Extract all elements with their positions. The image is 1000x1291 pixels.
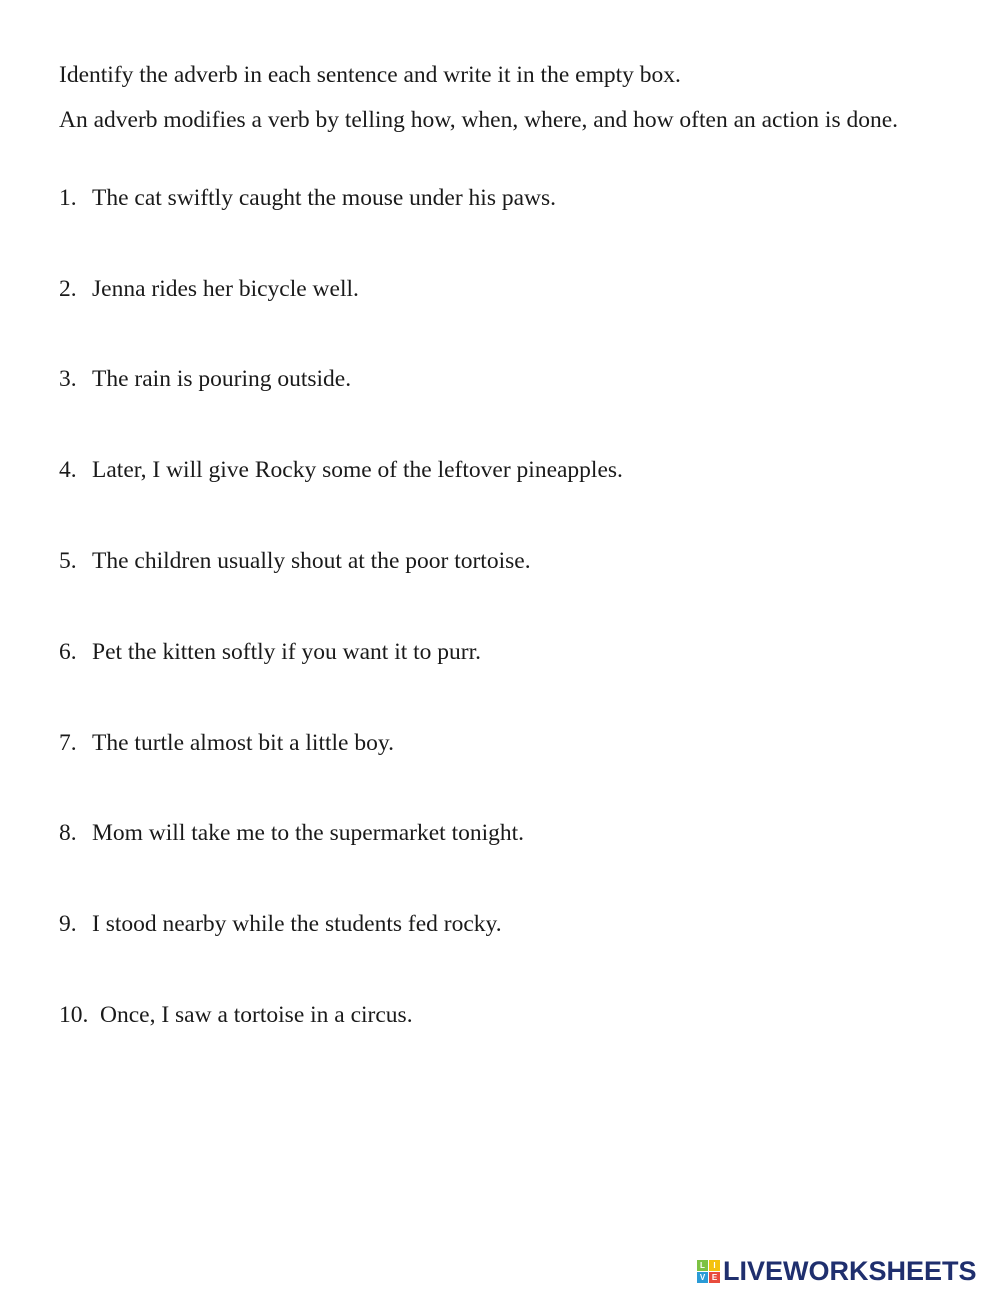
question-item — [59, 728, 394, 758]
question-text: Once, I saw a tortoise in a circus. — [100, 1002, 413, 1028]
question-item — [59, 818, 524, 848]
question-text: The turtle almost bit a little boy. — [92, 730, 394, 756]
adverb-definition: An adverb modifies a verb by telling how, when, where, and how often an action is done. — [59, 107, 899, 133]
question-item — [59, 909, 502, 939]
question-item — [59, 546, 531, 576]
question-number: 1. — [59, 185, 77, 211]
logo-block: I — [709, 1260, 720, 1271]
question-number: 8. — [59, 820, 77, 846]
question-text: The rain is pouring outside. — [92, 366, 352, 392]
instruction-text: Identify the adverb in each sentence and write it in the empty box. — [59, 62, 681, 88]
question-text: Pet the kitten softly if you want it to purr. — [92, 639, 482, 665]
question-number: 2. — [59, 276, 77, 302]
logo-block: E — [709, 1272, 720, 1283]
question-item — [59, 455, 623, 485]
question-number: 7. — [59, 730, 77, 756]
question-text: The children usually shout at the poor tortoise. — [92, 548, 531, 574]
logo-text: LIVEWORKSHEETS — [723, 1255, 977, 1286]
question-number: 5. — [59, 548, 77, 574]
question-item — [59, 183, 556, 213]
answer-box-4[interactable] — [60, 490, 304, 526]
logo-blocks-icon — [697, 1260, 720, 1283]
question-item — [59, 637, 481, 667]
answer-box-9[interactable] — [700, 907, 944, 943]
answer-box-3[interactable] — [700, 362, 944, 398]
question-item — [59, 364, 351, 394]
answer-box-10[interactable] — [700, 998, 944, 1034]
question-number: 6. — [59, 639, 77, 665]
question-text: I stood nearby while the students fed rocky. — [92, 911, 502, 937]
question-text: Jenna rides her bicycle well. — [92, 276, 359, 302]
question-item — [59, 274, 359, 304]
question-number: 4. — [59, 457, 77, 483]
answer-box-6[interactable] — [700, 635, 944, 671]
question-item — [59, 1000, 413, 1030]
logo-block: V — [697, 1272, 708, 1283]
question-text: Later, I will give Rocky some of the leftover pineapples. — [92, 457, 623, 483]
answer-box-5[interactable] — [700, 544, 944, 580]
answer-box-7[interactable] — [700, 726, 944, 762]
answer-box-1[interactable] — [700, 181, 944, 217]
question-text: The cat swiftly caught the mouse under his paws. — [92, 185, 557, 211]
question-number: 3. — [59, 366, 77, 392]
answer-box-8[interactable] — [700, 816, 944, 852]
answer-box-2[interactable] — [700, 272, 944, 308]
question-number: 10. — [59, 1002, 89, 1028]
question-text: Mom will take me to the supermarket tonight. — [92, 820, 525, 846]
logo-block: L — [697, 1260, 708, 1271]
liveworksheets-logo — [697, 1256, 977, 1286]
question-number: 9. — [59, 911, 77, 937]
